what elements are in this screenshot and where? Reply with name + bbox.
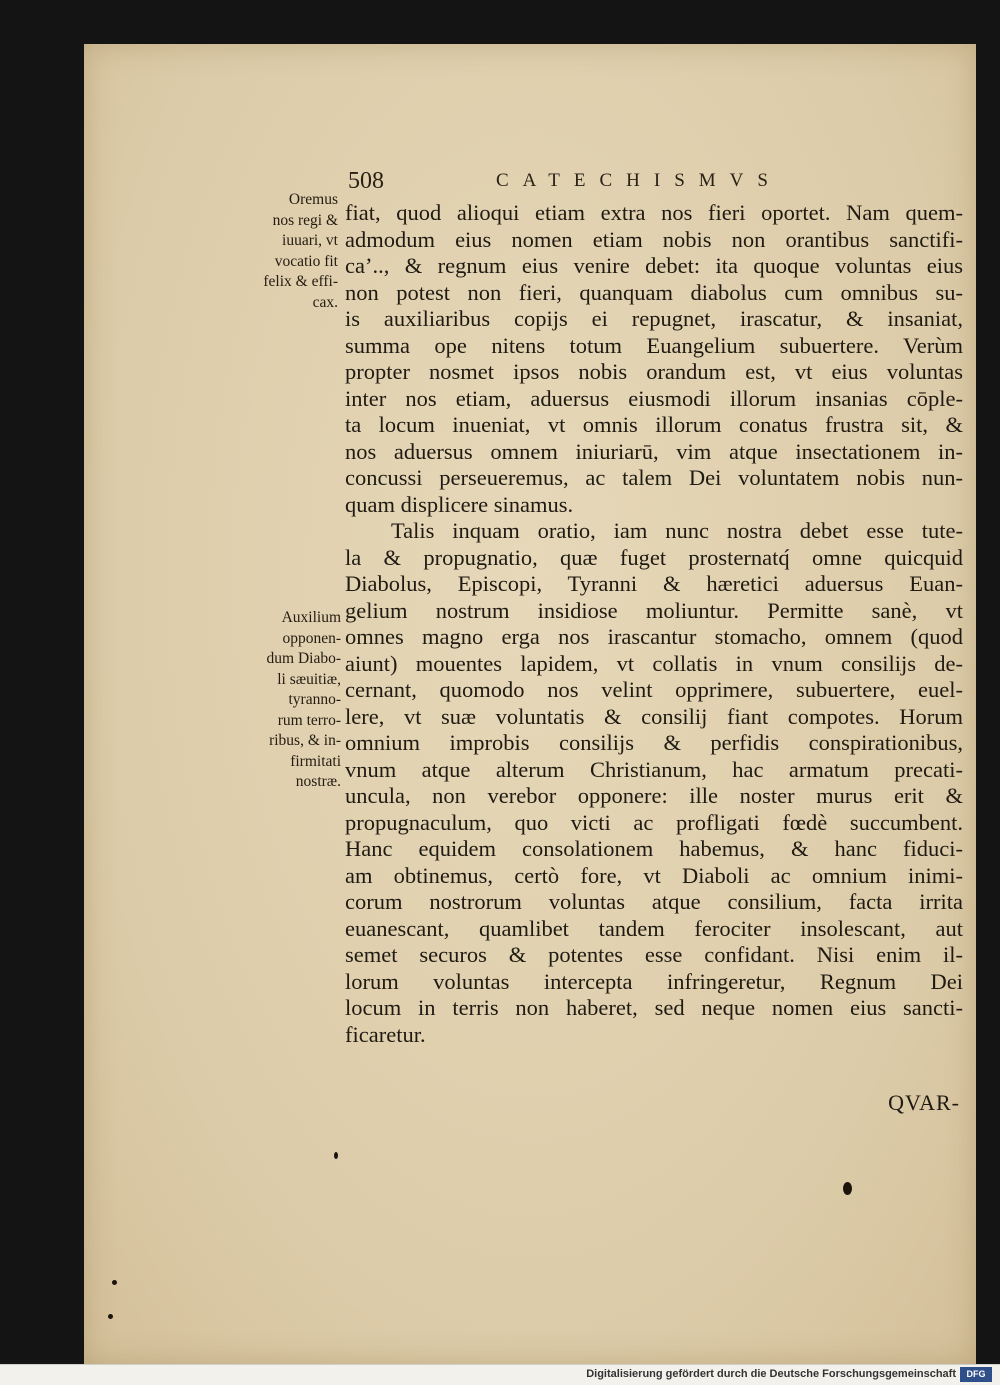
- catchword: QVAR-: [888, 1090, 960, 1115]
- text-line: ca’.., & regnum eius venire debet: ita quoque voluntas eius: [345, 253, 963, 278]
- text-line: concussi perseueremus, ac talem Dei voluntatem nobis nun-: [345, 465, 963, 490]
- margin-note-line: Auxilium: [281, 609, 341, 626]
- text-line: omnes magno erga nos irascantur stomacho, omnem (quod: [345, 624, 963, 649]
- paragraph: [345, 200, 963, 518]
- margin-note-line: felix & effi-: [263, 273, 338, 290]
- text-line: fiat, quod alioqui etiam extra nos fieri oportet. Nam quem-: [345, 200, 963, 225]
- margin-note-line: iuuari, vt: [282, 232, 338, 249]
- margin-note-line: rum terro-: [277, 711, 341, 729]
- margin-note-line: firmitati: [290, 752, 341, 770]
- text-line: vnum atque alterum Christianum, hac armatum precati-: [345, 756, 963, 782]
- text-line: nos aduersus omnem iniuriarū, vim atque insectationem in-: [345, 438, 963, 464]
- text-line: inter nos etiam, aduersus eiusmodi illorum insanias cōple-: [345, 385, 963, 411]
- margin-note-line: li sæuitiæ,: [277, 670, 341, 688]
- margin-note-line: nostræ.: [295, 773, 341, 790]
- text-line: ficaretur.: [345, 1021, 426, 1047]
- text-line: am obtinemus, certò fore, vt Diaboli ac omnium inimi-: [345, 862, 963, 888]
- ink-spot: [334, 1152, 338, 1159]
- margin-note-line: ribus, & in-: [269, 732, 341, 749]
- text-line: lere, vt suæ voluntatis & consilij fiant compotes. Horum: [345, 703, 963, 729]
- text-line: corum nostrorum voluntas atque consilium, facta irrita: [345, 889, 963, 914]
- text-line: lorum voluntas intercepta infringeretur, Regnum Dei: [345, 968, 963, 994]
- text-line: Diabolus, Episcopi, Tyranni & hæretici aduersus Euan-: [345, 571, 963, 596]
- margin-note-line: cax.: [312, 293, 338, 311]
- running-title: CATECHISMVS: [496, 170, 782, 191]
- text-line: quam displicere sinamus.: [345, 491, 574, 517]
- margin-note-line: opponen-: [282, 629, 341, 647]
- text-line: admodum eius nomen etiam nobis non orantibus sanctifi-: [345, 226, 963, 252]
- footer-bar: [0, 1364, 1000, 1385]
- text-line: propter nosmet ipsos nobis orandum est, vt eius voluntas: [345, 359, 963, 384]
- ink-spot: [843, 1182, 852, 1195]
- text-line: aiunt) mouentes lapidem, vt collatis in vnum consilijs de-: [345, 650, 963, 676]
- text-line: is auxiliaribus copijs ei repugnet, irascatur, & insaniat,: [345, 306, 963, 331]
- paragraph: [345, 518, 963, 1048]
- text-line: cernant, quomodo nos velint opprimere, subuertere, euel-: [345, 677, 963, 702]
- text-line: omnium improbis consilijs & perfidis conspirationibus,: [345, 730, 963, 755]
- text-line: locum in terris non haberet, sed neque nomen eius sancti-: [345, 995, 963, 1020]
- margin-note-line: dum Diabo-: [266, 650, 341, 667]
- text-line: euanescant, quamlibet tandem ferociter insolescant, aut: [345, 915, 963, 941]
- text-line: Talis inquam oratio, iam nunc nostra debet esse tute-: [391, 518, 963, 543]
- margin-note-line: vocatio fit: [274, 252, 338, 270]
- ink-spot: [108, 1314, 113, 1319]
- text-line: gelium nostrum insidiose moliuntur. Permitte sanè, vt: [345, 597, 963, 623]
- text-line: summa ope nitens totum Euangelium subuertere. Verùm: [345, 332, 963, 358]
- ink-spot: [112, 1280, 117, 1285]
- text-line: non potest non fieri, quanquam diabolus cum omnibus su-: [345, 279, 963, 305]
- margin-note: [226, 190, 338, 313]
- page-header: [348, 168, 828, 196]
- text-line: semet securos & potentes esse confidant. Nisi enim il-: [345, 942, 963, 967]
- margin-note-line: nos regi &: [272, 211, 338, 229]
- margin-note: [226, 608, 341, 793]
- body-text: [345, 200, 963, 1048]
- text-line: propugnaculum, quo victi ac profligati fœdè succumbent.: [345, 809, 963, 835]
- dfg-logo: DFG: [960, 1367, 992, 1382]
- page-number: 508: [348, 168, 384, 194]
- margin-note-line: Oremus: [288, 191, 338, 208]
- text-line: la & propugnatio, quæ fuget prosternatq́ omne quicquid: [345, 544, 963, 570]
- funding-notice: Digitalisierung gefördert durch die Deutsche Forschungsgemeinschaft: [586, 1368, 956, 1380]
- text-line: ta locum inueniat, vt omnis illorum conatus frustra sit, &: [345, 412, 963, 437]
- text-line: uncula, non verebor opponere: ille noster murus erit &: [345, 783, 963, 808]
- margin-note-line: tyranno-: [288, 691, 341, 708]
- text-line: Hanc equidem consolationem habemus, & hanc fiduci-: [345, 836, 963, 861]
